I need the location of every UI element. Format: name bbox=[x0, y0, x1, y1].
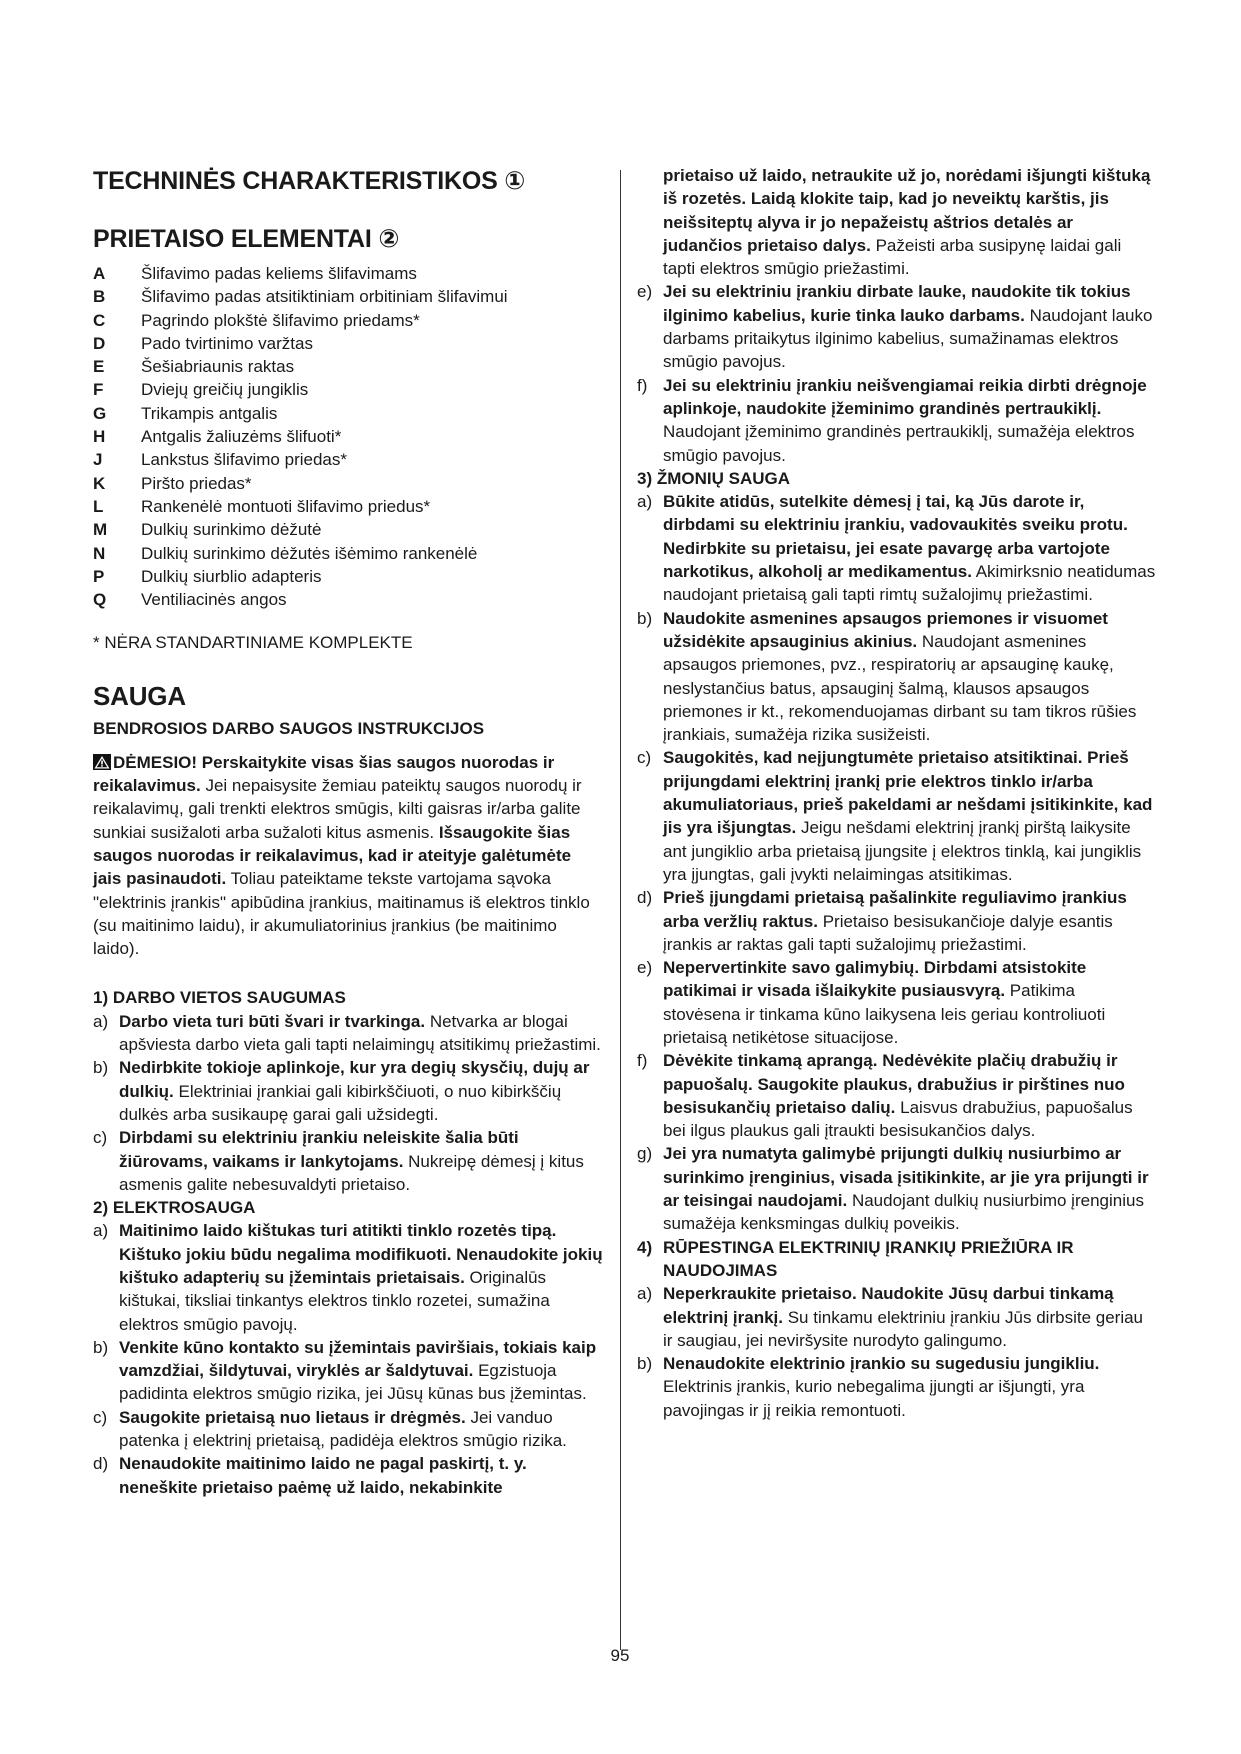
legend-text: Dulkių surinkimo dėžutė bbox=[141, 520, 322, 540]
warning-text-2: Toliau pateiktame tekste vartojama sąvoka "elektrinis įrankis" apibūdina įrankius, maitinamus iš elektros tinklo (su maitinimo laidu), ir akumuliatorinius įrankius (be maitinimo laido). bbox=[93, 869, 590, 959]
list-item bbox=[637, 607, 1157, 747]
section-4-title: 4) RŪPESTINGA ELEKTRINIŲ ĮRANKIŲ PRIEŽIŪRA IR NAUDOJIMAS bbox=[637, 1236, 1157, 1283]
legend-text: Trikampis antgalis bbox=[141, 403, 278, 423]
item-text bbox=[119, 1056, 603, 1126]
legend-key: H bbox=[93, 427, 106, 447]
item-letter: a) bbox=[637, 1284, 653, 1304]
page-number: 95 bbox=[610, 1646, 630, 1665]
section-3-items bbox=[637, 490, 1157, 1236]
item-plain: Netvarka ar blogai apšviesta darbo vieta gali tapti nelaimingų atsitikimų priežastimi. bbox=[119, 1011, 601, 1055]
list-item bbox=[637, 490, 1157, 606]
item-bold: Naudokite asmenines apsaugos priemones ir visuomet užsidėkite apsauginius akinius. bbox=[663, 608, 1108, 651]
legend-item bbox=[93, 332, 603, 355]
section-1-items bbox=[93, 1010, 603, 1196]
list-item bbox=[93, 1126, 603, 1196]
item-text bbox=[119, 1406, 603, 1453]
list-item bbox=[93, 1056, 603, 1126]
legend-key: M bbox=[93, 520, 108, 540]
list-item bbox=[637, 1282, 1157, 1352]
legend-text: Rankenėlė montuoti šlifavimo priedus* bbox=[141, 496, 431, 516]
list-item bbox=[637, 956, 1157, 1049]
legend-key: A bbox=[93, 264, 106, 283]
list-item bbox=[93, 1010, 603, 1057]
section-2-items bbox=[93, 1219, 603, 1499]
item-plain: Elektrinis įrankis, kurio nebegalima įjungti ar išjungti, yra pavojingas ir jį reikia remontuoti. bbox=[663, 1377, 1085, 1420]
legend-item bbox=[93, 355, 603, 378]
item-plain: Prietaiso besisukančioje dalyje esantis įrankis ar raktas gali tapti sužalojimų priežastimi. bbox=[663, 911, 1113, 954]
legend-text: Šlifavimo padas atsitiktiniam orbitiniam šlifavimui bbox=[141, 287, 508, 307]
item-bold: Saugokite prietaisą nuo lietaus ir drėgmės. bbox=[119, 1407, 466, 1427]
item-letter: f) bbox=[637, 375, 648, 395]
legend-item bbox=[93, 588, 603, 611]
legend-text: Antgalis žaliuzėms šlifuoti* bbox=[141, 427, 342, 447]
legend-text: Dulkių siurblio adapteris bbox=[141, 566, 322, 586]
item-letter: c) bbox=[93, 1407, 108, 1427]
list-item bbox=[637, 1049, 1157, 1142]
item-letter: a) bbox=[93, 1011, 109, 1031]
warning-bold-1: DĖMESIO! Perskaitykite visas šias saugos nuorodas ir reikalavimus. bbox=[93, 752, 555, 796]
item-plain: Laisvus drabužius, papuošalus bei ilgus plaukus gali įtraukti besisukančios dalys. bbox=[663, 1097, 1133, 1141]
item-bold: Jei su elektriniu įrankiu dirbate lauke, naudokite tik tokius ilginimo kabelius, kurie tinka lauko darbams. bbox=[663, 282, 1131, 325]
item-bold: Dėvėkite tinkamą aprangą. Nedėvėkite plačių drabužių ir papuošalų. Saugokite plaukus, drabužius ir pirštines nuo besisukančių prietaiso dalių. bbox=[663, 1051, 1125, 1117]
legend-text: Dviejų greičių jungiklis bbox=[141, 380, 309, 400]
item-bold: Būkite atidūs, sutelkite dėmesį į tai, ką Jūs darote ir, dirbdami su elektriniu įrankiu, vadovaukitės sveiku protu. Nedirbkite su prietaisu, jei esate pavargę arba vartojote narkotikus, alkoholį ar medikamentus. bbox=[663, 492, 1128, 582]
legend-item bbox=[93, 309, 603, 332]
item-text bbox=[119, 1336, 603, 1406]
list-item bbox=[93, 1452, 603, 1499]
legend-item bbox=[93, 378, 603, 401]
item-bold: Neperkraukite prietaiso. Naudokite Jūsų darbui tinkamą elektrinį įrankį. bbox=[663, 1284, 1114, 1327]
legend-key: K bbox=[93, 473, 106, 493]
list-item bbox=[93, 1336, 603, 1406]
item-bold: Saugokitės, kad neįjungtumėte prietaiso atsitiktinai. Prieš prijungdami elektrinį įrankį prie elektros tinklo ir/arba akumuliatoriaus, prieš pakeldami ar nešdami įsitikinkite, kad jis yra išjungtas. bbox=[663, 748, 1153, 838]
warning-icon bbox=[93, 754, 111, 770]
item-text bbox=[663, 280, 1157, 373]
legend-text: Pado tvirtinimo varžtas bbox=[141, 333, 313, 353]
item-plain: Naudojant įžeminimo grandinės pertraukiklį, sumažėja elektros smūgio pavojus. bbox=[663, 422, 1135, 465]
item-bold: Prieš įjungdami prietaisą pašalinkite reguliavimo įrankius arba veržlių raktus. bbox=[663, 888, 1127, 931]
item-plain: Originalūs kištukai, tiksliai tinkantys elektros tinklo rozetei, sumažina elektros smūgio pavojų. bbox=[119, 1267, 550, 1334]
item-letter: b) bbox=[93, 1058, 109, 1078]
item-plain: Su tinkamu elektriniu įrankiu Jūs dirbsite geriau ir saugiau, jei neviršysite nurodyto galingumo. bbox=[663, 1307, 1144, 1350]
legend-key: F bbox=[93, 380, 104, 400]
item-bold: Nenaudokite maitinimo laido ne pagal paskirtį, t. y. neneškite prietaiso paėmę už laido, nekabinkite bbox=[119, 1454, 527, 1497]
legend-item bbox=[93, 402, 603, 425]
item-bold: Maitinimo laido kištukas turi atitikti tinklo rozetės tipą. Kištuko jokiu būdu negalima modifikuoti. Nenaudokite jokių kištuko adapterių su įžemintais prietaisais. bbox=[119, 1221, 603, 1287]
not-standard-note: * NĖRA STANDARTINIAME KOMPLEKTE bbox=[93, 633, 413, 653]
item-bold: Venkite kūno kontakto su įžemintais paviršiais, tokiais kaip vamzdžiai, šildytuvai, viryklės ar šaldytuvai. bbox=[119, 1337, 597, 1381]
item-letter: c) bbox=[93, 1128, 108, 1148]
item-bold: Nepervertinkite savo galimybių. Dirbdami atsistokite patikimai ir visada išlaikykite pusiausvyrą. bbox=[663, 958, 1087, 1001]
item-text bbox=[663, 1142, 1157, 1235]
legend-item bbox=[93, 542, 603, 565]
item-letter: b) bbox=[637, 608, 653, 628]
item-text bbox=[119, 1452, 603, 1499]
left-column bbox=[93, 160, 603, 1499]
item-plain: Naudojant dulkių nusiurbimo įrenginius sumažėja kenksmingas dulkių poveikis. bbox=[663, 1191, 1144, 1234]
general-title: BENDROSIOS DARBO SAUGOS INSTRUKCIJOS bbox=[93, 718, 485, 738]
list-item bbox=[637, 1142, 1157, 1235]
item-letter: e) bbox=[637, 282, 653, 302]
legend-key: J bbox=[93, 450, 103, 470]
legend-text: Šešiabriaunis raktas bbox=[141, 357, 295, 377]
item-bold: Jei su elektriniu įrankiu neišvengiamai reikia dirbti drėgnoje aplinkoje, naudokite įžeminimo grandinės pertraukiklį. bbox=[663, 375, 1147, 418]
item-plain: Elektriniai įrankiai gali kibirkščiuoti, o nuo kibirkščių dulkės arba susikaupę garai gali užsidegti. bbox=[119, 1081, 562, 1124]
item-plain: Nukreipę dėmesį į kitus asmenis galite nebesuvaldyti prietaiso. bbox=[119, 1151, 584, 1194]
legend-key: N bbox=[93, 543, 106, 563]
legend-text: Lankstus šlifavimo priedas* bbox=[141, 450, 347, 470]
section-4-items bbox=[637, 1282, 1157, 1422]
item-plain: Jeigu nešdami elektrinį įrankį pirštą laikysite ant jungiklio arba prietaisą įjungsite į elektros tinklą, kai jungiklis yra įjungtas, gali įvykti nelaimingas atsitikimas. bbox=[663, 818, 1142, 884]
item-text bbox=[663, 374, 1157, 467]
item-plain: Naudojant asmenines apsaugos priemones, pvz., respiratorių ar apsauginę kaukę, neslystančius batus, apsauginį šalmą, klausos apsaugos priemones ir kt., rekomenduojamas dirbant su tam tikros rūšies įrankiais, sumažėja rizika susižeisti. bbox=[663, 631, 1137, 745]
item-letter: b) bbox=[93, 1337, 109, 1357]
item-letter: e) bbox=[637, 958, 653, 978]
item-text bbox=[119, 1126, 603, 1196]
list-item bbox=[637, 280, 1157, 373]
section-3-title: 3) ŽMONIŲ SAUGA bbox=[637, 468, 790, 488]
right-column bbox=[637, 164, 1157, 1422]
section-2-items-continued bbox=[637, 280, 1157, 466]
legend-text: Pagrindo plokštė šlifavimo priedams* bbox=[141, 310, 420, 330]
legend-item bbox=[93, 448, 603, 471]
legend-key: P bbox=[93, 566, 105, 586]
legend-item bbox=[93, 518, 603, 541]
item-letter: b) bbox=[637, 1354, 653, 1374]
item-bold: Nenaudokite elektrinio įrankio su sugedusiu jungikliu. bbox=[663, 1354, 1100, 1374]
continued-paragraph bbox=[637, 164, 1157, 280]
legend-item bbox=[93, 285, 603, 308]
section-1-title: 1) DARBO VIETOS SAUGUMAS bbox=[93, 988, 346, 1008]
warning-bold-2: Išsaugokite šias saugos nuorodas ir reikalavimus, kad ir ateityje galėtumėte jais pasinaudoti. bbox=[93, 822, 572, 889]
item-bold: Darbo vieta turi būti švari ir tvarkinga. bbox=[119, 1011, 426, 1031]
item-text bbox=[663, 956, 1157, 1049]
item-letter: a) bbox=[637, 492, 653, 512]
legend-key: C bbox=[93, 310, 106, 330]
legend-key: Q bbox=[93, 590, 107, 610]
item-plain: Akimirksnio neatidumas naudojant prietaisą gali tapti rimtų sužalojimų priežastimi. bbox=[663, 562, 1156, 605]
item-plain: Jei vanduo patenka į elektrinį prietaisą, padidėja elektros smūgio rizika. bbox=[119, 1407, 567, 1451]
item-letter: d) bbox=[637, 888, 653, 908]
warning-paragraph bbox=[93, 751, 603, 961]
list-item bbox=[637, 374, 1157, 467]
legend-key: G bbox=[93, 403, 107, 423]
legend-key: E bbox=[93, 357, 105, 377]
item-plain: Patikima stovėsena ir tinkama kūno laikysena leis geriau kontroliuoti prietaisą netikėtose situacijose. bbox=[663, 981, 1106, 1047]
column-divider bbox=[620, 170, 621, 1650]
item-text bbox=[663, 1049, 1157, 1142]
legend-text: Piršto priedas* bbox=[141, 473, 252, 493]
legend-text: Ventiliacinės angos bbox=[141, 590, 287, 610]
legend-item bbox=[93, 425, 603, 448]
item-text bbox=[663, 490, 1157, 606]
elements-legend bbox=[93, 262, 603, 611]
item-text bbox=[119, 1010, 603, 1057]
legend-item bbox=[93, 472, 603, 495]
legend-key: L bbox=[93, 496, 104, 516]
warning-text-1: Jei nepaisysite žemiau pateiktų saugos nuorodų ir reikalavimų, gali trenkti elektros smūgis, kilti gaisras ir/arba galite sunkiai susižaloti arba sužaloti kitus asmenis. bbox=[93, 776, 582, 842]
item-letter: f) bbox=[637, 1051, 648, 1071]
item-text bbox=[663, 1352, 1157, 1422]
legend-key: D bbox=[93, 333, 106, 353]
item-text bbox=[663, 886, 1157, 956]
legend-item bbox=[93, 495, 603, 518]
legend-text: Dulkių surinkimo dėžutės išėmimo rankenėlė bbox=[141, 543, 478, 563]
item-letter: g) bbox=[637, 1144, 653, 1164]
section-2-title: 2) ELEKTROSAUGA bbox=[93, 1198, 256, 1218]
legend-key: B bbox=[93, 287, 106, 307]
item-text bbox=[663, 746, 1157, 886]
list-item bbox=[93, 1406, 603, 1453]
item-letter: a) bbox=[93, 1221, 109, 1241]
item-letter: d) bbox=[93, 1454, 109, 1474]
list-item bbox=[637, 746, 1157, 886]
list-item bbox=[637, 886, 1157, 956]
safety-title: SAUGA bbox=[93, 680, 186, 711]
list-item bbox=[637, 1352, 1157, 1422]
item-plain: Egzistuoja padidinta elektros smūgio rizika, jei Jūsų kūnas bus įžemintas. bbox=[119, 1361, 587, 1404]
legend-text: Šlifavimo padas keliems šlifavimams bbox=[141, 264, 417, 283]
list-item bbox=[93, 1219, 603, 1335]
item-text bbox=[119, 1219, 603, 1335]
item-text bbox=[663, 607, 1157, 747]
tech-title: TECHNINĖS CHARAKTERISTIKOS ① bbox=[93, 167, 526, 195]
item-bold: Dirbdami su elektriniu įrankiu neleiskite šalia būti žiūrovams, vaikams ir lankytojams. bbox=[119, 1128, 519, 1171]
legend-item bbox=[93, 262, 603, 285]
continued-bold: prietaiso už laido, netraukite už jo, norėdami išjungti kištuką iš rozetės. Laidą klokite taip, kad jo neveiktų karštis, jis neišsiteptų alyva ir jo nepažeistų aštrios detalės ar judančios prietaiso dalys. bbox=[663, 166, 1151, 255]
item-text bbox=[663, 1282, 1157, 1352]
item-letter: c) bbox=[637, 748, 652, 768]
section-4-title-text: RŪPESTINGA ELEKTRINIŲ ĮRANKIŲ PRIEŽIŪRA IR NAUDOJIMAS bbox=[663, 1237, 1074, 1280]
continued-text: Pažeisti arba susipynę laidai gali tapti elektros smūgio priežastimi. bbox=[663, 235, 1122, 279]
legend-item bbox=[93, 565, 603, 588]
item-bold: Jei yra numatyta galimybė prijungti dulkių nusiurbimo ar surinkimo įrenginius, visada įsitikinkite, ar jie yra prijungti ir ar teisingai naudojami. bbox=[663, 1144, 1149, 1211]
item-bold: Nedirbkite tokioje aplinkoje, kur yra degių skysčių, dujų ar dulkių. bbox=[119, 1058, 590, 1101]
item-plain: Naudojant lauko darbams pritaikytus ilginimo kabelius, sumažinamas elektros smūgio pavojus. bbox=[663, 305, 1153, 372]
elements-title: PRIETAISO ELEMENTAI ② bbox=[93, 225, 400, 253]
